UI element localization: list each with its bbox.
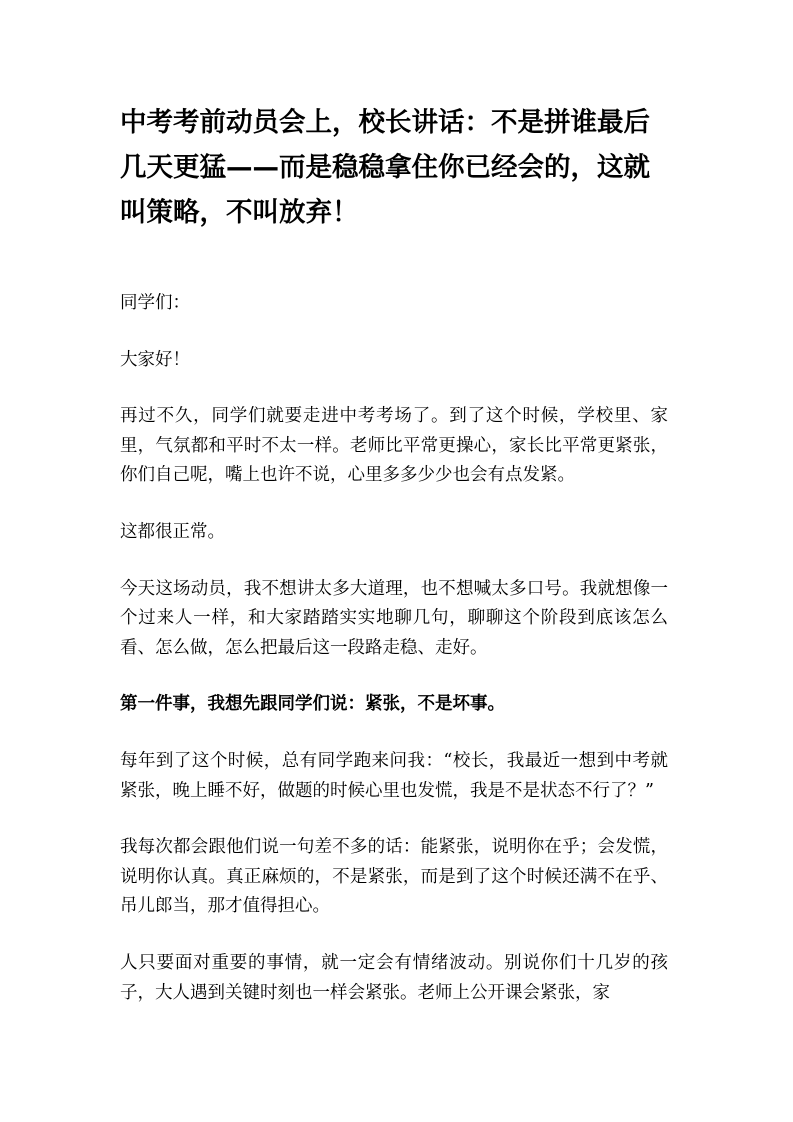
paragraph-intro: 再过不久，同学们就要走进中考考场了。到了这个时候，学校里、家里，气氛都和平时不太一样。老师比平常更操心，家长比平常更紧张，你们自己呢，嘴上也许不说，心里多多少少也会有点发紧。	[120, 406, 668, 486]
paragraph-student-question: 每年到了这个时候，总有同学跑来问我：“校长，我最近一想到中考就紧张，晚上睡不好，做题的时候心里也发慌，我是不是状态不行了？”	[120, 750, 668, 801]
paragraph-answer: 我每次都会跟他们说一句差不多的话：能紧张，说明你在乎；会发慌，说明你认真。真正麻烦的，不是紧张，而是到了这个时候还满不在乎、吊儿郎当，那才值得担心。	[120, 837, 668, 917]
paragraph-greeting: 大家好！	[120, 349, 190, 370]
paragraph-emotions: 人只要面对重要的事情，就一定会有情绪波动。别说你们十几岁的孩子，大人遇到关键时刻也一样会紧张。老师上公开课会紧张，家	[120, 952, 668, 1003]
paragraph-salutation: 同学们：	[120, 293, 190, 313]
document-page	[120, 100, 668, 1008]
article-title: 中考考前动员会上，校长讲话：不是拼谁最后几天更猛——而是稳稳拿住你已经会的，这就叫策略，不叫放弃！	[120, 107, 650, 228]
paragraph-purpose: 今天这场动员，我不想讲太多大道理，也不想喊太多口号。我就想像一个过来人一样，和大家踏踏实实地聊几句，聊聊这个阶段到底该怎么看、怎么做，怎么把最后这一段路走稳、走好。	[120, 578, 668, 658]
paragraph-normal: 这都很正常。	[120, 521, 225, 542]
section-heading-first: 第一件事，我想先跟同学们说：紧张，不是坏事。	[120, 694, 505, 715]
title-spacer	[120, 235, 668, 289]
